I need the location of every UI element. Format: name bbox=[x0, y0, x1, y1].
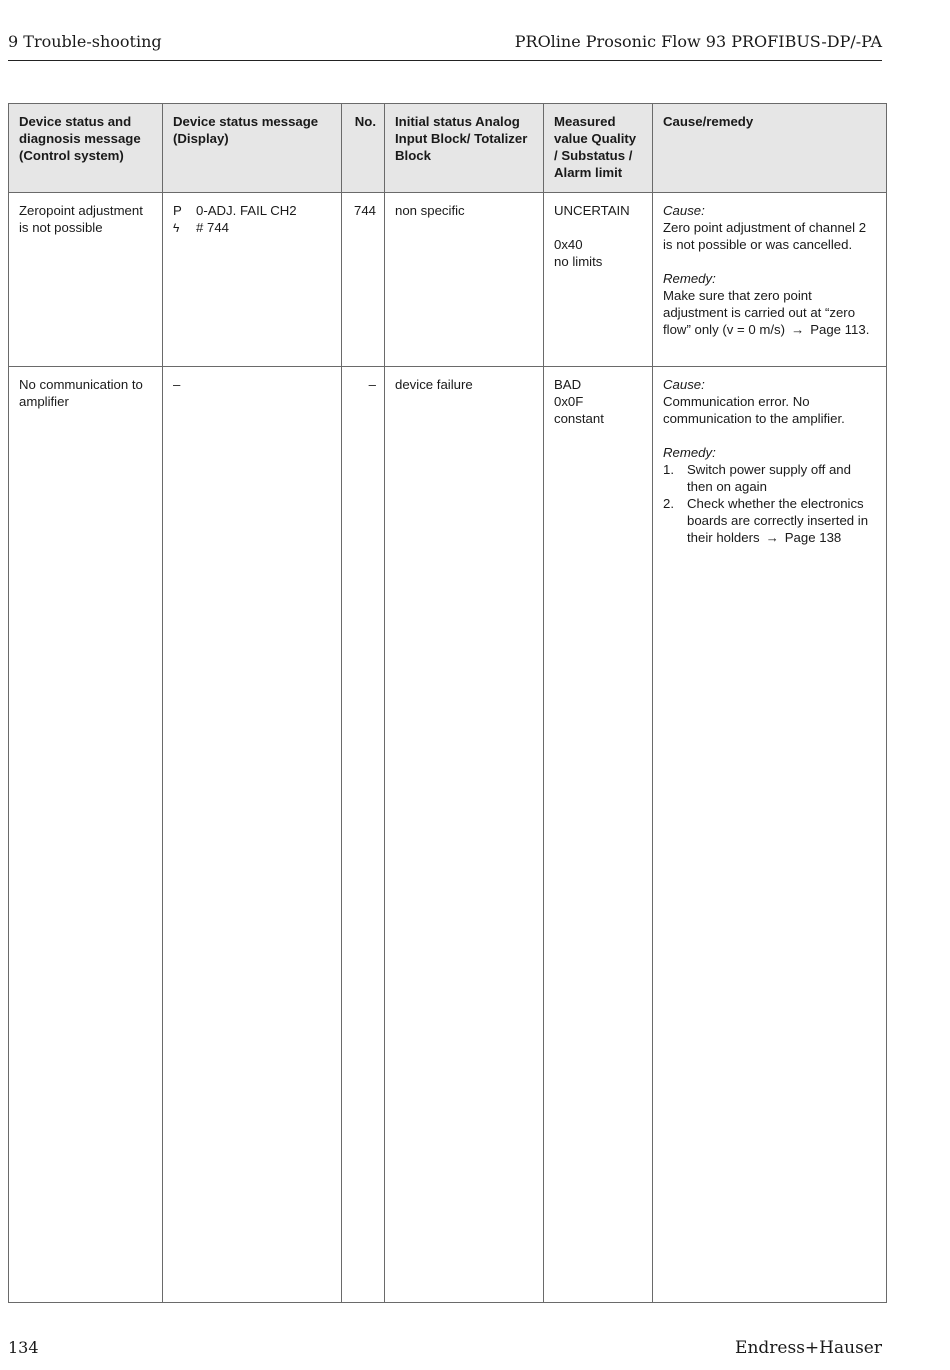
cell-display-message: – bbox=[163, 367, 342, 1303]
col-header-display-message: Device status message (Display) bbox=[163, 104, 342, 193]
page-reference: Page 113. bbox=[810, 322, 870, 337]
display-text: 0-ADJ. FAIL CH2 bbox=[196, 203, 297, 218]
diagnosis-table bbox=[8, 103, 887, 1303]
quality-value: UNCERTAIN bbox=[554, 203, 630, 218]
cell-cause-remedy bbox=[653, 367, 887, 1303]
remedy-label: Remedy: bbox=[663, 445, 716, 460]
col-header-measured-value: Measured value Quality / Substatus / Alarm limit bbox=[544, 104, 653, 193]
col-header-initial-status: Initial status Analog Input Block/ Totalizer Block bbox=[385, 104, 544, 193]
cause-text: Zero point adjustment of channel 2 is not possible or was cancelled. bbox=[663, 220, 867, 252]
cell-display-message bbox=[163, 193, 342, 367]
substatus-value: 0x40 bbox=[554, 237, 583, 252]
remedy-text bbox=[663, 287, 877, 338]
col-header-device-status: Device status and diagnosis message (Control system) bbox=[9, 104, 163, 193]
cause-text: Communication error. No communication to the amplifier. bbox=[663, 394, 845, 426]
alarm-limit-value: no limits bbox=[554, 254, 603, 269]
lightning-icon: ϟ bbox=[173, 221, 180, 235]
section-title: 9 Trouble-shooting bbox=[8, 32, 162, 51]
col-header-cause-remedy: Cause/remedy bbox=[653, 104, 887, 193]
table-row bbox=[9, 367, 887, 1303]
list-item bbox=[663, 461, 877, 495]
cause-label: Cause: bbox=[663, 377, 705, 392]
product-title: PROline Prosonic Flow 93 PROFIBUS-DP/-PA bbox=[514, 32, 882, 51]
page-header bbox=[8, 28, 882, 61]
display-code: P bbox=[173, 203, 182, 218]
cell-measured-value bbox=[544, 193, 653, 367]
brand-logo: Endress+Hauser bbox=[735, 1338, 882, 1358]
cell-no: – bbox=[342, 367, 385, 1303]
cell-cause-remedy bbox=[653, 193, 887, 367]
cell-device-status: No communication to amplifier bbox=[9, 367, 163, 1303]
table-header-row bbox=[9, 104, 887, 193]
cell-device-status: Zeropoint adjustment is not possible bbox=[9, 193, 163, 367]
step-number: 1. bbox=[663, 462, 674, 477]
cell-no: 744 bbox=[342, 193, 385, 367]
display-line-2 bbox=[173, 219, 332, 237]
step-text: Switch power supply off and then on again bbox=[687, 462, 851, 494]
page-number: 134 bbox=[8, 1338, 39, 1357]
remedy-label: Remedy: bbox=[663, 271, 716, 286]
step-number: 2. bbox=[663, 496, 674, 511]
arrow-right-icon: → bbox=[791, 322, 805, 337]
cell-initial-status: device failure bbox=[385, 367, 544, 1303]
step-text: Check whether the electronics boards are correctly inserted in their holders bbox=[687, 496, 869, 545]
col-header-no: No. bbox=[342, 104, 385, 193]
substatus-value: 0x0F bbox=[554, 394, 584, 409]
arrow-right-icon: → bbox=[765, 530, 779, 545]
cell-initial-status: non specific bbox=[385, 193, 544, 367]
quality-value: BAD bbox=[554, 377, 582, 392]
display-line-1 bbox=[173, 202, 332, 219]
cell-measured-value bbox=[544, 367, 653, 1303]
list-item bbox=[663, 495, 877, 546]
display-number: # 744 bbox=[196, 220, 230, 235]
cause-label: Cause: bbox=[663, 203, 705, 218]
alarm-limit-value: constant bbox=[554, 411, 604, 426]
table-row bbox=[9, 193, 887, 367]
remedy-sentence: Make sure that zero point adjustment is carried out at “zero flow” only (v = 0 m/s) bbox=[663, 288, 856, 337]
page-reference: Page 138 bbox=[784, 530, 842, 545]
remedy-steps bbox=[663, 461, 877, 546]
